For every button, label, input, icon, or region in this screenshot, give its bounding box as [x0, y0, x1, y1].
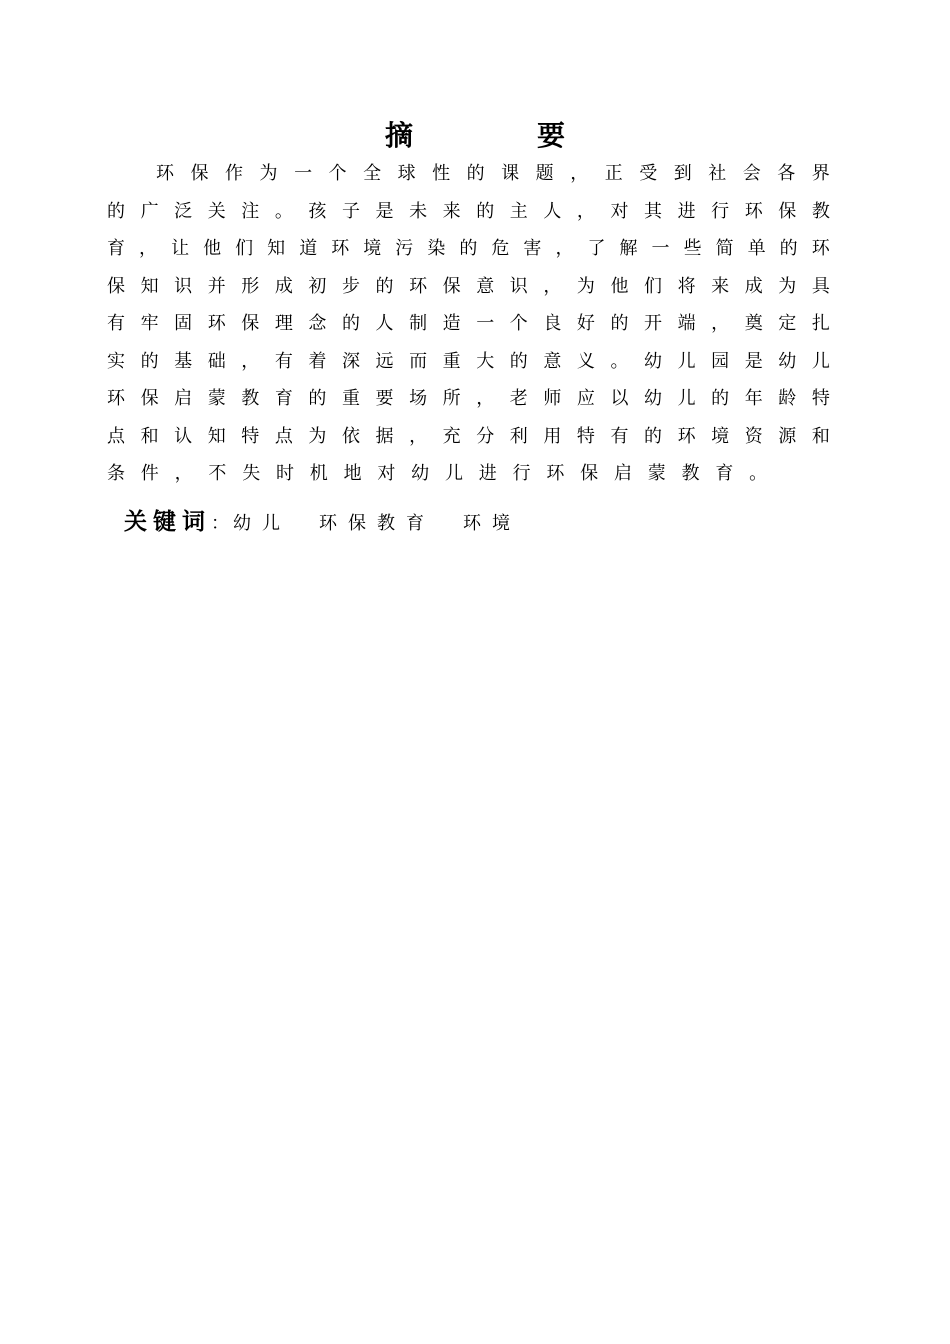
keyword-item: 环境 — [463, 513, 521, 534]
abstract-line: 点 和 认 知 特 点 为 依 据 ， 充 分 利 用 特 有 的 环 境 资 源 和 — [107, 425, 830, 447]
abstract-line: 保 知 识 并 形 成 初 步 的 环 保 意 识 ， 为 他 们 将 来 成 为 具 — [107, 275, 830, 297]
abstract-line: 条 件 ， 不 失 时 机 地 对 幼 儿 进 行 环 保 启 蒙 教 育 。 — [107, 463, 768, 484]
abstract-line: 环 保 启 蒙 教 育 的 重 要 场 所 ， 老 师 应 以 幼 儿 的 年 龄 特 — [107, 388, 830, 409]
abstract-body — [107, 155, 830, 493]
abstract-line: 有 牢 固 环 保 理 念 的 人 制 造 一 个 良 好 的 开 端 ， 奠 定 扎 — [107, 313, 830, 334]
keywords-separator: ： — [211, 513, 229, 534]
abstract-line: 育 ， 让 他 们 知 道 环 境 污 染 的 危 害 ， 了 解 一 些 简 单 的 环 — [107, 238, 830, 259]
page-title: 摘 要 — [384, 119, 613, 152]
abstract-line: 的 广 泛 关 注 。 孩 子 是 未 来 的 主 人 ， 对 其 进 行 环 保 教 — [107, 200, 830, 222]
keywords-label: 关键词 — [124, 509, 211, 535]
abstract-line: 实 的 基 础 ， 有 着 深 远 而 重 大 的 意 义 。 幼 儿 园 是 幼 儿 — [107, 350, 830, 372]
keyword-item: 幼儿 — [233, 513, 291, 534]
abstract-line: 环 保 作 为 一 个 全 球 性 的 课 题 ， 正 受 到 社 会 各 界 — [156, 163, 830, 184]
keyword-item: 环保教育 — [319, 513, 435, 534]
keywords-line — [124, 502, 549, 544]
